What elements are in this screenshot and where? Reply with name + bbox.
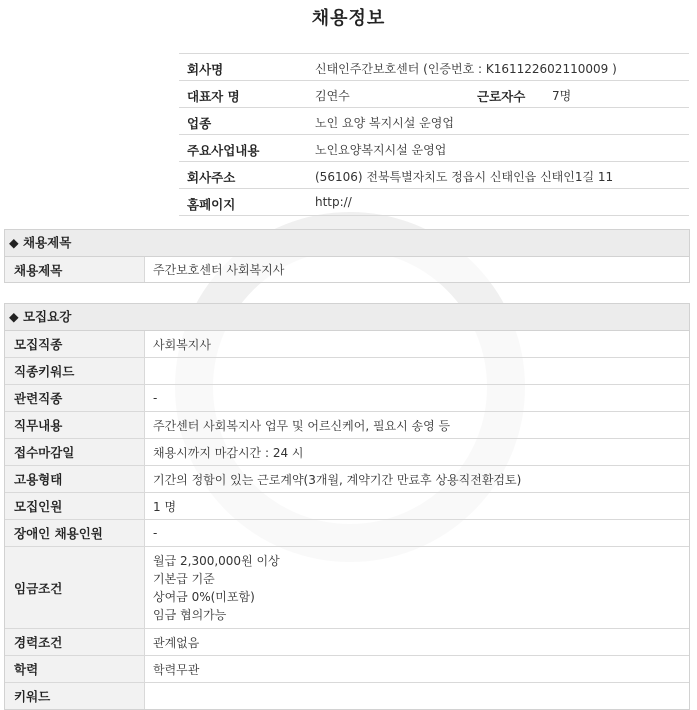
- row-value: -: [145, 520, 689, 546]
- homepage-link[interactable]: http://: [315, 195, 352, 209]
- company-name-value: 신태인주간보호센터 (인증번호 : K161122602110009 ): [315, 62, 617, 76]
- business-label: 주요사업내용: [187, 143, 260, 158]
- table-row: [5, 629, 689, 656]
- wage-line: 임금 협의가능: [153, 607, 227, 622]
- recruit-title-value: 주간보호센터 사회복지사: [145, 257, 689, 282]
- address-row: [179, 162, 689, 189]
- workers-value: 7명: [552, 89, 572, 103]
- recruit-title-section: [4, 229, 690, 283]
- table-row: [5, 683, 689, 709]
- homepage-row: [179, 189, 689, 216]
- address-label: 회사주소: [187, 170, 236, 185]
- ceo-label: 대표자 명: [187, 89, 240, 104]
- row-value: 관계없음: [145, 629, 689, 655]
- workers-label: 근로자수: [477, 89, 526, 104]
- business-value: 노인요양복지시설 운영업: [315, 143, 447, 157]
- address-value: (56106) 전북특별자치도 정읍시 신태인읍 신태인1길 11: [315, 170, 614, 184]
- industry-row: [179, 108, 689, 135]
- row-value: [145, 683, 689, 709]
- row-label: 장애인 채용인원: [5, 520, 145, 546]
- row-label: 직무내용: [5, 412, 145, 438]
- table-row: [5, 439, 689, 466]
- wage-values: [145, 547, 689, 628]
- recruit-title-label: 채용제목: [5, 257, 145, 282]
- row-value: 1 명: [145, 493, 689, 519]
- row-value: -: [145, 385, 689, 411]
- row-value: 학력무관: [145, 656, 689, 682]
- wage-line: 상여금 0%(미포함): [153, 589, 255, 604]
- table-row: [5, 412, 689, 439]
- wage-line: 월급 2,300,000원 이상: [153, 553, 280, 568]
- row-label: 모집인원: [5, 493, 145, 519]
- row-label: 직종키워드: [5, 358, 145, 384]
- recruit-title-row: [5, 257, 689, 282]
- table-row: [5, 385, 689, 412]
- company-name-row: [179, 53, 689, 81]
- table-row: [5, 331, 689, 358]
- row-label: 경력조건: [5, 629, 145, 655]
- business-row: [179, 135, 689, 162]
- ceo-row: [179, 81, 689, 108]
- ceo-value: 김연수: [315, 89, 350, 103]
- company-info: [179, 53, 689, 216]
- row-value: 기간의 정함이 있는 근로계약(3개월, 계약기간 만료후 상용직전환검토): [145, 466, 689, 492]
- wage-line: 기본급 기준: [153, 571, 215, 586]
- wage-label: 임금조건: [5, 547, 145, 628]
- row-value: 사회복지사: [145, 331, 689, 357]
- company-name-label: 회사명: [187, 62, 224, 77]
- guidelines-section: [4, 303, 690, 710]
- row-label: 고용형태: [5, 466, 145, 492]
- row-value: 주간센터 사회복지사 업무 및 어르신케어, 필요시 송영 등: [145, 412, 689, 438]
- row-label: 모집직종: [5, 331, 145, 357]
- table-row: [5, 466, 689, 493]
- industry-value: 노인 요양 복지시설 운영업: [315, 116, 454, 130]
- row-value: 채용시까지 마감시간 : 24 시: [145, 439, 689, 465]
- wage-row: [5, 547, 689, 629]
- row-value: [145, 358, 689, 384]
- homepage-label: 홈페이지: [187, 197, 236, 212]
- row-label: 키워드: [5, 683, 145, 709]
- table-row: [5, 656, 689, 683]
- table-row: [5, 493, 689, 520]
- table-row: [5, 520, 689, 547]
- row-label: 학력: [5, 656, 145, 682]
- table-row: [5, 358, 689, 385]
- industry-label: 업종: [187, 116, 212, 131]
- page-title: 채용정보: [311, 8, 386, 29]
- row-label: 관련직종: [5, 385, 145, 411]
- row-label: 접수마감일: [5, 439, 145, 465]
- recruit-title-header: ◆ 채용제목: [5, 230, 689, 257]
- guidelines-header: ◆ 모집요강: [5, 304, 689, 331]
